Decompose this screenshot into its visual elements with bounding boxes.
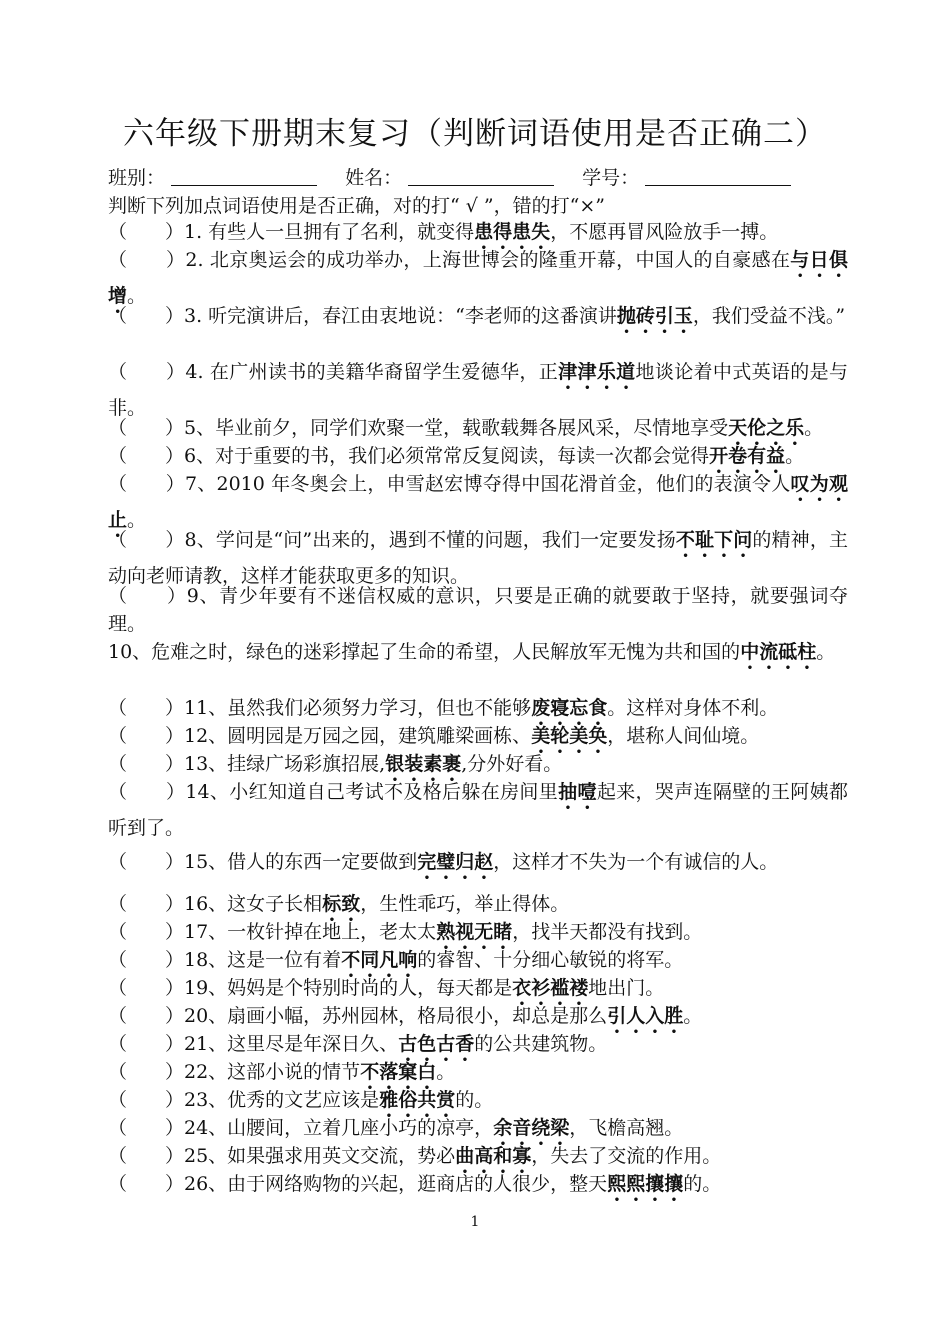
question-text: （ ）1. 有些人一旦拥有了名利，就变得: [108, 221, 475, 243]
dotted-term: 不落窠白: [360, 1061, 437, 1083]
dotted-term: 熙熙攘攘: [607, 1173, 684, 1195]
number-label: 学号：: [582, 167, 640, 189]
dotted-term: 津津乐道: [558, 361, 636, 383]
student-info-row: [108, 164, 813, 192]
question-text-end: 的精神，主动向老师请教，这样才能获取更多的知识。: [108, 529, 848, 587]
dotted-term: 完璧归赵: [417, 851, 494, 873]
question-text-end: 的。: [455, 1089, 494, 1111]
question-text-end: ，不愿再冒风险放手一搏。: [550, 221, 779, 243]
name-blank[interactable]: [408, 167, 554, 186]
question-text-end: 。这样对身体不利。: [607, 697, 779, 719]
question-text: （ ）22、这部小说的情节: [108, 1061, 361, 1083]
question-item: [108, 302, 848, 338]
dotted-term: 曲高和寡: [455, 1145, 532, 1167]
question-text: （ ）2. 北京奥运会的成功举办，上海世博会的隆重开幕，中国人的自豪感在: [108, 249, 791, 271]
question-text: （ ）16、这女子长相: [108, 893, 323, 915]
question-text-end: ，找半天都没有找到。: [512, 921, 703, 943]
dotted-term: 天伦之乐: [728, 417, 805, 439]
question-text: （ ）24、山腰间，立着几座小巧的凉亭，: [108, 1117, 494, 1139]
question-text: （ ）13、挂绿广场彩旗招展,: [108, 753, 386, 775]
name-label: 姓名：: [345, 167, 403, 189]
dotted-term: 引人入胜: [607, 1005, 684, 1027]
question-text-end: 。: [127, 509, 147, 531]
dotted-term: 余音绕梁: [493, 1117, 570, 1139]
question-item: [108, 778, 848, 842]
dotted-term: 与日俱增: [108, 249, 848, 307]
question-text-end: 。: [816, 641, 836, 663]
question-text-end: ，我们受益不浅。”: [692, 305, 846, 327]
question-text: （ ）4. 在广州读书的美籍华裔留学生爱德华，正: [108, 361, 559, 383]
question-text: （ ）11、虽然我们必须努力学习，但也不能够: [108, 697, 532, 719]
question-text-end: ，失去了交流的作用。: [531, 1145, 722, 1167]
dotted-term: 不耻下问: [675, 529, 753, 551]
question-text: （ ）17、一枚针掉在地上，老太太: [108, 921, 437, 943]
question-text: （ ）9、青少年要有不迷信权威的意识，只要是正确的就要敢于坚持，就要强词夺理。: [108, 585, 848, 635]
question-text-end: 的睿智、十分细心敏锐的将军。: [417, 949, 684, 971]
question-text-end: ，生性乖巧，举止得体。: [360, 893, 570, 915]
question-text-end: 的。: [683, 1173, 722, 1195]
dotted-term: 抽噎: [558, 781, 597, 803]
question-text: （ ）5、毕业前夕，同学们欢聚一堂，载歌载舞各展风采，尽情地享受: [108, 417, 729, 439]
question-text-end: ，这样才不失为一个有诚信的人。: [493, 851, 779, 873]
question-item: [108, 1170, 848, 1206]
question-item: [108, 848, 848, 884]
dotted-term: 叹为观止: [108, 473, 848, 531]
question-text: 10、危难之时，绿色的迷彩撑起了生命的希望，人民解放军无愧为共和国的: [108, 641, 741, 663]
dotted-term: 银装素裹: [385, 753, 462, 775]
dotted-term: 患得患失: [474, 221, 551, 243]
number-blank[interactable]: [645, 167, 791, 186]
class-blank[interactable]: [171, 167, 317, 186]
question-text: （ ）3. 听完演讲后，春江由衷地说：“李老师的这番演讲: [108, 305, 617, 327]
dotted-term: 开卷有益: [709, 445, 786, 467]
page-title: 六年级下册期末复习（判断词语使用是否正确二）: [123, 116, 827, 152]
question-text-end: 地谈论着中式英语的是与非。: [108, 361, 848, 419]
question-text: （ ）7、2010 年冬奥会上，申雪赵宏博夺得中国花滑首金，他们的表演令人: [108, 473, 791, 495]
dotted-term: 中流砥柱: [740, 641, 817, 663]
question-text-end: ,分外好看。: [461, 753, 563, 775]
instruction-text: 判断下列加点词语使用是否正确，对的打“ √ ”，错的打“×”: [108, 195, 605, 217]
dotted-term: 雅俗共赏: [379, 1089, 456, 1111]
question-text: （ ）8、学问是“问”出来的，遇到不懂的问题，我们一定要发扬: [108, 529, 676, 551]
question-item: [108, 582, 848, 646]
dotted-term: 废寝忘食: [531, 697, 608, 719]
dotted-term: 古色古香: [398, 1033, 475, 1055]
dotted-term: 抛砖引玉: [616, 305, 693, 327]
question-text: （ ）23、优秀的文艺应该是: [108, 1089, 380, 1111]
question-text: （ ）19、妈妈是个特别时尚的人，每天都是: [108, 977, 513, 999]
question-text: （ ）26、由于网络购物的兴起，逛商店的人很少，整天: [108, 1173, 608, 1195]
dotted-term: 美轮美奂: [531, 725, 608, 747]
question-item: [108, 638, 848, 674]
question-text-end: 。: [436, 1061, 456, 1083]
question-text: （ ）18、这是一位有着: [108, 949, 342, 971]
question-text-end: 。: [785, 445, 805, 467]
question-text-end: 的公共建筑物。: [474, 1033, 608, 1055]
question-text: （ ）21、这里尽是年深日久、: [108, 1033, 399, 1055]
question-text: （ ）15、借人的东西一定要做到: [108, 851, 418, 873]
question-text-end: ，堪称人间仙境。: [607, 725, 760, 747]
page-number: 1: [470, 1214, 480, 1230]
dotted-term: 熟视无睹: [436, 921, 513, 943]
question-text: （ ）14、小红知道自己考试不及格后躲在房间里: [108, 781, 559, 803]
dotted-term: 衣衫褴褛: [512, 977, 589, 999]
question-text-end: ，飞檐高翘。: [569, 1117, 684, 1139]
question-item: [108, 526, 848, 590]
question-text-end: 。: [683, 1005, 703, 1027]
dotted-term: 不同凡响: [341, 949, 418, 971]
dotted-term: 标致: [322, 893, 361, 915]
question-text-end: 。: [804, 417, 824, 439]
question-text: （ ）6、对于重要的书，我们必须常常反复阅读，每读一次都会觉得: [108, 445, 710, 467]
question-text-end: 地出门。: [588, 977, 665, 999]
question-text: （ ）20、扇画小幅，苏州园林，格局很小，却总是那么: [108, 1005, 608, 1027]
question-text: （ ）25、如果强求用英文交流，势必: [108, 1145, 456, 1167]
question-text-end: 起来，哭声连隔壁的王阿姨都听到了。: [108, 781, 848, 839]
question-item: [108, 358, 848, 422]
question-text: （ ）12、圆明园是万园之园，建筑雕梁画栋、: [108, 725, 532, 747]
class-label: 班别：: [108, 167, 166, 189]
question-text-end: 。: [127, 285, 147, 307]
